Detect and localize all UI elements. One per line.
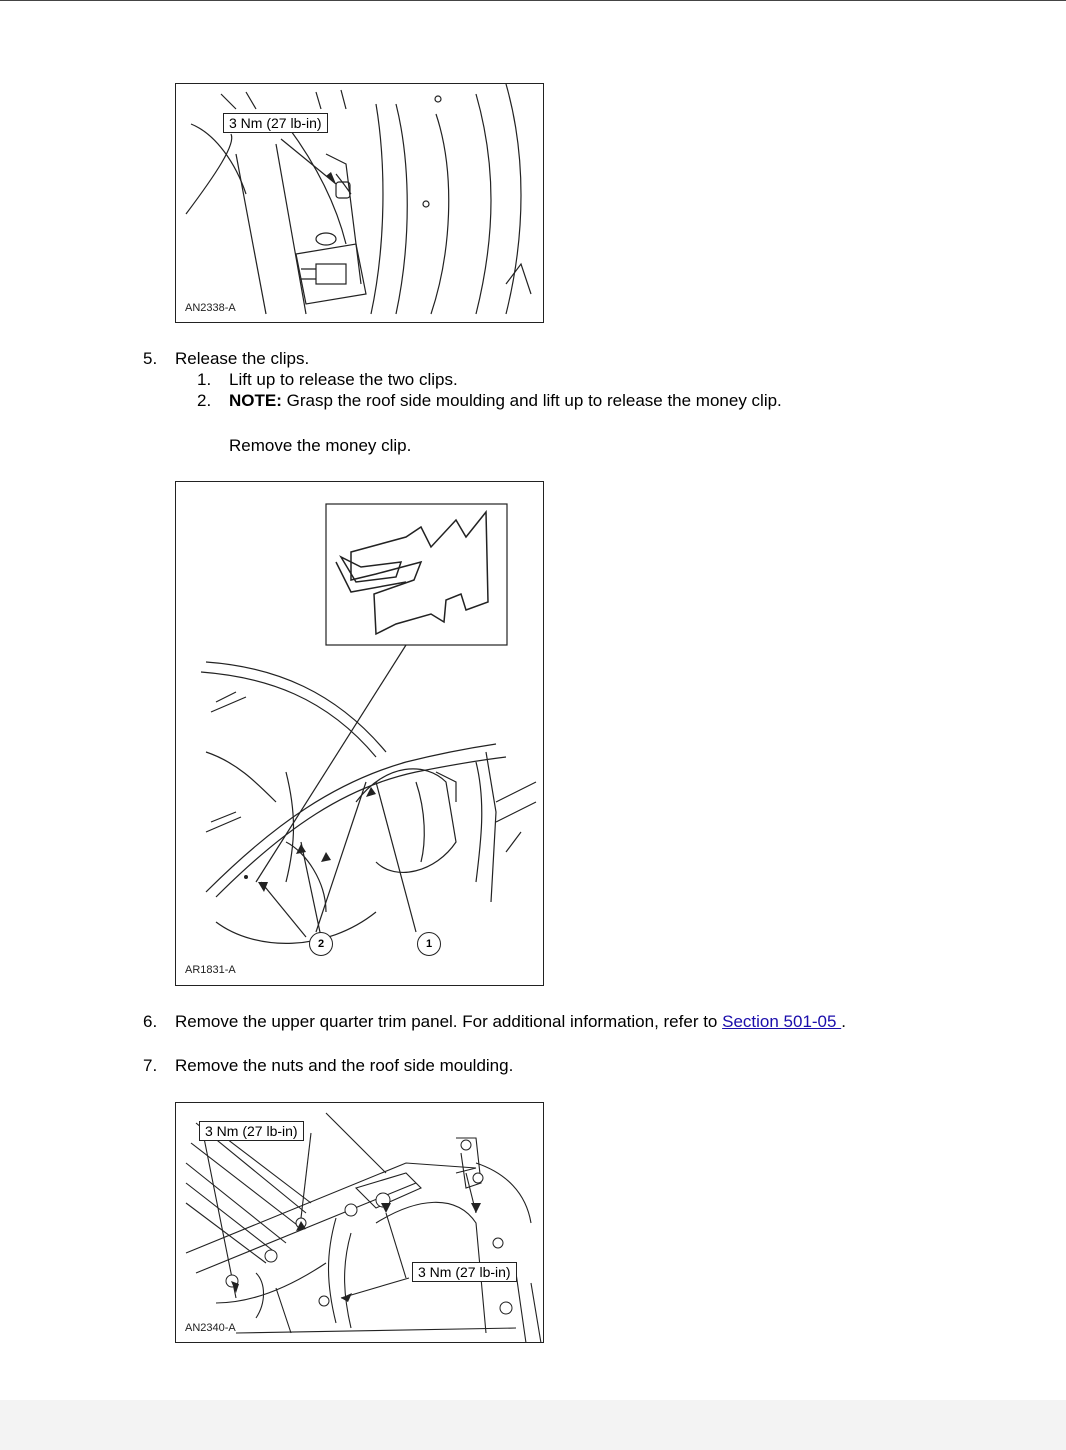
page-bottom-band: [0, 1400, 1066, 1450]
substep-number: 1.: [197, 370, 212, 389]
figure-id: AN2338-A: [185, 302, 236, 314]
figure-an2340: [175, 1102, 544, 1343]
substep-2: [197, 391, 897, 411]
step-number: 6.: [143, 1012, 158, 1031]
torque-callout-upper: 3 Nm (27 lb-in): [199, 1121, 304, 1141]
substep-2-followup: Remove the money clip.: [229, 436, 412, 455]
step-6: [143, 1012, 943, 1032]
marker-1: 1: [417, 932, 441, 956]
substep-1: [197, 370, 897, 390]
figure-ar1831: [175, 481, 544, 986]
figure-an2338: [175, 83, 544, 323]
step-text: [175, 1012, 846, 1032]
step-6-period: .: [841, 1012, 846, 1031]
illustration-money-clip: [176, 482, 543, 985]
substep-number: 2.: [197, 391, 212, 410]
section-link[interactable]: Section 501-05: [722, 1012, 842, 1031]
step-6-text: Remove the upper quarter trim panel. For additional information, refer to: [175, 1012, 723, 1031]
substep-text: Lift up to release the two clips.: [229, 370, 458, 389]
step-number: 5.: [143, 349, 158, 368]
step-7: [143, 1056, 943, 1076]
figure-id: AN2340-A: [185, 1322, 236, 1334]
step-5: [143, 349, 843, 369]
note-text: Grasp the roof side moulding and lift up to release the money clip.: [281, 391, 782, 410]
torque-callout-lower: 3 Nm (27 lb-in): [412, 1262, 517, 1282]
top-border: [0, 0, 1066, 1]
marker-2: 2: [309, 932, 333, 956]
substep-text: [229, 391, 782, 411]
torque-callout: 3 Nm (27 lb-in): [223, 113, 328, 133]
figure-id: AR1831-A: [185, 964, 236, 976]
step-text: Remove the nuts and the roof side moulding.: [175, 1056, 514, 1075]
step-number: 7.: [143, 1056, 158, 1075]
note-label: NOTE:: [229, 391, 282, 410]
step-text: Release the clips.: [175, 349, 310, 368]
